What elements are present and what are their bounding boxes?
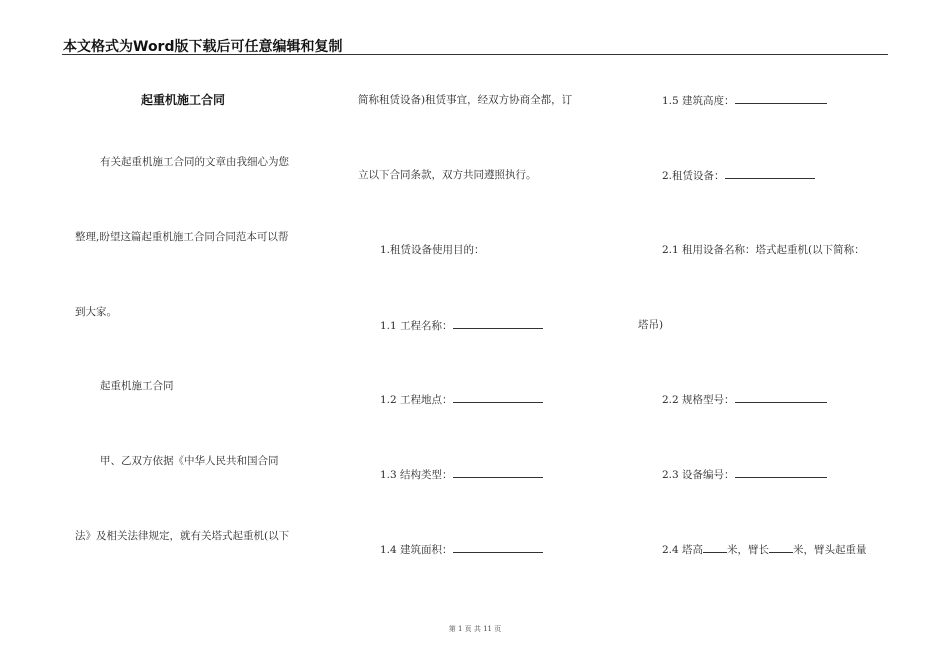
- preamble-line-1: 甲、乙双方依据《中华人民共和国合同: [100, 455, 279, 467]
- clause-2-heading: [662, 168, 815, 183]
- clause-2-4-part-a: 2.4 塔高: [662, 544, 704, 556]
- document-header: 本文格式为Word版下载后可任意编辑和复制: [63, 39, 343, 55]
- intro-line-1: 有关起重机施工合同的文章由我细心为您: [100, 156, 289, 168]
- clause-2-3-label: 2.3 设备编号：: [662, 469, 735, 481]
- clause-2-1-cont: 塔吊): [638, 319, 664, 331]
- clause-1-heading: 1.租赁设备使用目的：: [380, 244, 485, 256]
- clause-1-4: [380, 542, 543, 557]
- project-name-blank: [453, 318, 543, 329]
- section-heading: 起重机施工合同: [100, 380, 174, 392]
- intro-line-3: 到大家。: [75, 306, 117, 318]
- header-divider: [62, 54, 888, 55]
- page-number: 第 1 页 共 11 页: [448, 625, 502, 633]
- clause-1-2-label: 1.2 工程地点：: [380, 394, 453, 406]
- clause-2-4: [662, 542, 867, 557]
- tower-height-blank: [703, 542, 727, 553]
- contract-title: 起重机施工合同: [141, 93, 226, 107]
- rental-equipment-blank: [725, 168, 815, 179]
- model-spec-blank: [735, 392, 827, 403]
- clause-1-4-label: 1.4 建筑面积：: [380, 544, 453, 556]
- building-area-blank: [453, 542, 543, 553]
- clause-2-3: [662, 467, 827, 482]
- preamble-line-4: 立以下合同条款，双方共同遵照执行。: [358, 169, 537, 181]
- preamble-line-3: 简称租赁设备)租赁事宜，经双方协商全都，订: [358, 94, 573, 106]
- clause-1-5: [662, 93, 827, 108]
- equipment-number-blank: [735, 467, 827, 478]
- clause-1-3-label: 1.3 结构类型：: [380, 469, 453, 481]
- preamble-line-2: 法》及相关法律规定，就有关塔式起重机(以下: [75, 530, 290, 542]
- clause-1-5-label: 1.5 建筑高度：: [662, 95, 735, 107]
- clause-1-1: [380, 318, 543, 333]
- clause-2-4-part-b: 米，臂长: [727, 544, 770, 556]
- clause-1-2: [380, 392, 543, 407]
- building-height-blank: [735, 93, 827, 104]
- clause-2-label: 2.租赁设备：: [662, 170, 725, 182]
- project-location-blank: [453, 392, 543, 403]
- clause-1-3: [380, 467, 543, 482]
- clause-2-2-label: 2.2 规格型号：: [662, 394, 735, 406]
- intro-line-2: 整理,盼望这篇起重机施工合同合同范本可以帮: [75, 231, 289, 243]
- clause-2-2: [662, 392, 827, 407]
- clause-1-1-label: 1.1 工程名称：: [380, 320, 453, 332]
- clause-2-1: 2.1 租用设备名称：塔式起重机(以下简称：: [662, 244, 865, 256]
- boom-length-blank: [769, 542, 793, 553]
- structure-type-blank: [453, 467, 543, 478]
- clause-2-4-part-c: 米，臂头起重量: [793, 544, 867, 556]
